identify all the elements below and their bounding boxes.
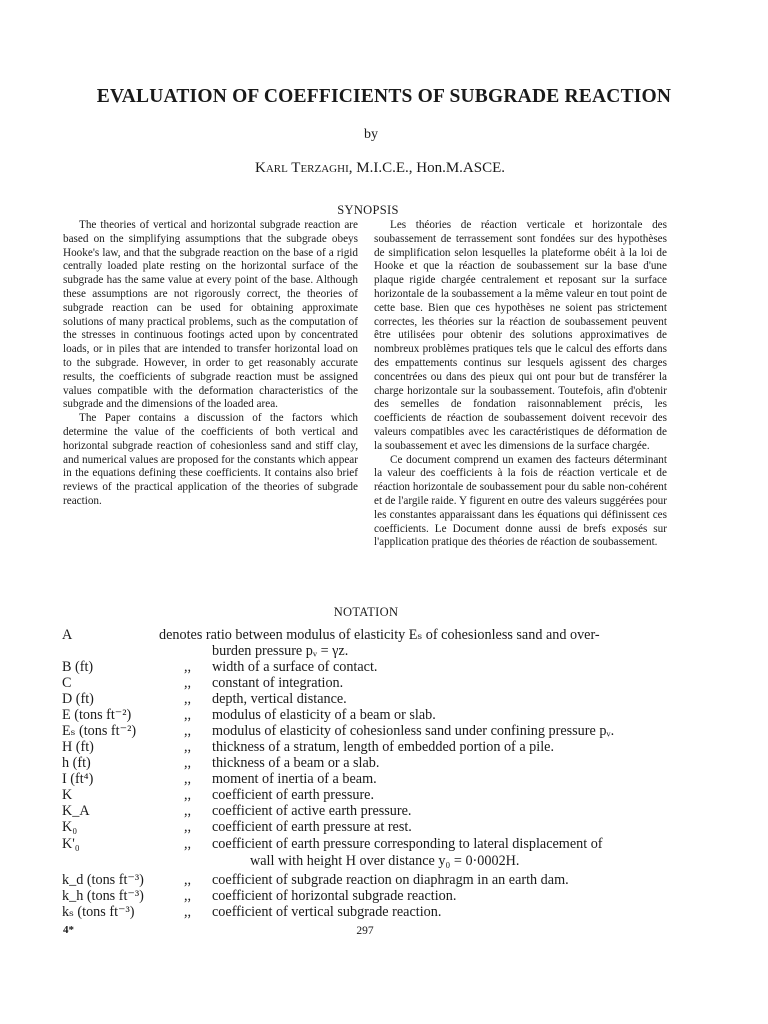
notation-symbol: Eₛ (tons ft⁻²) [62,723,137,739]
notation-symbol: K₀ [62,819,78,835]
notation-row [0,691,768,708]
notation-row [0,803,768,820]
notation-row [0,787,768,804]
notation-description: modulus of elasticity of a beam or slab. [212,707,436,723]
ditto-mark: ,, [184,723,192,739]
notation-symbol: A [62,627,73,643]
notation-description: moment of inertia of a beam. [212,771,377,787]
ditto-mark: ,, [184,755,192,771]
notation-description: coefficient of earth pressure at rest. [212,819,412,835]
ditto-mark: ,, [184,872,192,888]
notation-description: denotes ratio between modulus of elasticity Eₛ of cohesionless sand and over- [159,627,600,643]
ditto-mark: ,, [184,803,192,819]
notation-description: coefficient of horizontal subgrade reaction. [212,888,457,904]
notation-description: constant of integration. [212,675,344,691]
notation-row-continuation [0,643,768,660]
notation-row [0,872,768,889]
notation-row [0,755,768,772]
notation-symbol: D (ft) [62,691,94,707]
notation-description: coefficient of earth pressure. [212,787,375,803]
notation-row [0,739,768,756]
notation-description: coefficient of vertical subgrade reaction. [212,904,442,920]
notation-description: thickness of a beam or a slab. [212,755,380,771]
notation-description: wall with height H over distance y₀ = 0·0002H. [250,853,520,869]
notation-symbol: K_A [62,803,90,819]
notation-symbol: kₛ (tons ft⁻³) [62,904,135,920]
ditto-mark: ,, [184,819,192,835]
ditto-mark: ,, [184,787,192,803]
byline-by: by [364,127,378,142]
ditto-mark: ,, [184,888,192,904]
synopsis-en-paragraph: The Paper contains a discussion of the factors which determine the value of the coefficients of both vertical and horizontal subgrade reaction of cohesionless sand and stiff clay, and numerical values are proposed for the constants which appear in the equations defining these coefficients. It contains also brief reviews of the practical application of the theories of subgrade reaction. [63,412,358,507]
notation-symbol: k_h (tons ft⁻³) [62,888,144,904]
notation-symbol: K [62,787,73,803]
notation-description: burden pressure pᵥ = γz. [212,643,349,659]
notation-row [0,723,768,740]
ditto-mark: ,, [184,904,192,920]
notation-row [0,888,768,905]
notation-description: coefficient of subgrade reaction on diaphragm in an earth dam. [212,872,569,888]
notation-symbol: E (tons ft⁻²) [62,707,132,723]
notation-description: coefficient of earth pressure corresponding to lateral displacement of [212,836,603,852]
page-number: 297 [356,925,374,937]
notation-symbol: I (ft⁴) [62,771,94,787]
ditto-mark: ,, [184,659,192,675]
notation-description: modulus of elasticity of cohesionless sand under confining pressure pᵥ. [212,723,615,739]
author-name: Karl Terzaghi [254,160,349,176]
synopsis-fr-paragraph: Les théories de réaction verticale et horizontale des soubassement de terrassement sont fondées sur des hypothèses de simplification selon lesquelles la plateforme obéit à la loi de Hooke et que la réaction de soubassement sur la base d'une plaque rigide chargée centralement et reposant sur la surface horizontale de la soubassement a la même valeur en tout point de cette base. Bien que ces hypothèses ne soient pas strictement correctes, les théories sur la réaction de soubassement peuvent être utilisées pour obtenir des solutions approximatives de nombreux problèmes pratiques tels que le calcul des efforts dans des empattements continus sur lesquels agissent des charges concentrées ou dans des pieux qui ont pour but de transférer la charge horizontale sur la soubassement. Toutefois, afin d'obtenir des semelles de fondation raisonnablement précis, les coefficients de réaction de soubassement doivent recevoir des valeurs compatibles avec les caractéristiques de déformation de la soubassement et avec les dimensions de la surface chargée. [374,219,667,452]
notation-row [0,707,768,724]
notation-description: depth, vertical distance. [212,691,347,707]
notation-description: coefficient of active earth pressure. [212,803,412,819]
synopsis-english [63,219,358,509]
author-credentials: , M.I.C.E., Hon.M.ASCE. [348,160,505,176]
synopsis-en-paragraph: The theories of vertical and horizontal subgrade reaction are based on the simplifying assumptions that the subgrade obeys Hooke's law, and that the subgrade reaction on the base of a rigid centrally loaded plate resting on the horizontal surface of the subgrade has the same value at every point of the base. Although these assumptions are not rigorously correct, the theories of subgrade reaction can be used for obtaining approximate solutions of many practical problems, such as the computation of the stresses in continuous footings acted upon by concentrated loads, or in piles that are intended to transfer horizontal load on to the subgrade. However, in order to get reasonably accurate results, the coefficients of subgrade reaction must be assigned values compatible with the deformation characteristics of the subgrade and the dimensions of the loaded area. [63,219,358,411]
notation-row [0,627,768,644]
notation-symbol: C [62,675,72,691]
notation-heading: NOTATION [333,605,399,619]
author-line [0,160,760,177]
notation-row-continuation [0,853,768,870]
notation-symbol: K'₀ [62,836,80,852]
notation-row [0,904,768,921]
ditto-mark: ,, [184,836,192,852]
notation-row [0,819,768,836]
ditto-mark: ,, [184,691,192,707]
notation-row [0,659,768,676]
notation-symbol: B (ft) [62,659,94,675]
ditto-mark: ,, [184,739,192,755]
ditto-mark: ,, [184,771,192,787]
notation-symbol: k_d (tons ft⁻³) [62,872,144,888]
notation-row [0,675,768,692]
notation-symbol: H (ft) [62,739,94,755]
synopsis-fr-paragraph: Ce document comprend un examen des facteurs déterminant la valeur des coefficients à la fois de réaction verticale et de réaction horizontale de soubassement pour du sable non-cohérent et de l'argile raide. Y figurent en outre des valeurs suggérées pour les constantes apparaissant dans les équations qui définissent ces coefficients. Le Document donne aussi de brefs exposés sur l'application pratique des théories de réaction de soubassement. [374,453,667,549]
notation-description: width of a surface of contact. [212,659,378,675]
synopsis-french [374,219,667,550]
synopsis-heading: SYNOPSIS [337,203,399,217]
ditto-mark: ,, [184,675,192,691]
notation-row [0,836,768,853]
ditto-mark: ,, [184,707,192,723]
paper-title: EVALUATION OF COEFFICIENTS OF SUBGRADE REACTION [96,86,672,107]
notation-row [0,771,768,788]
signature-mark: 4* [63,924,74,936]
notation-description: thickness of a stratum, length of embedded portion of a pile. [212,739,554,755]
notation-symbol: h (ft) [62,755,91,771]
